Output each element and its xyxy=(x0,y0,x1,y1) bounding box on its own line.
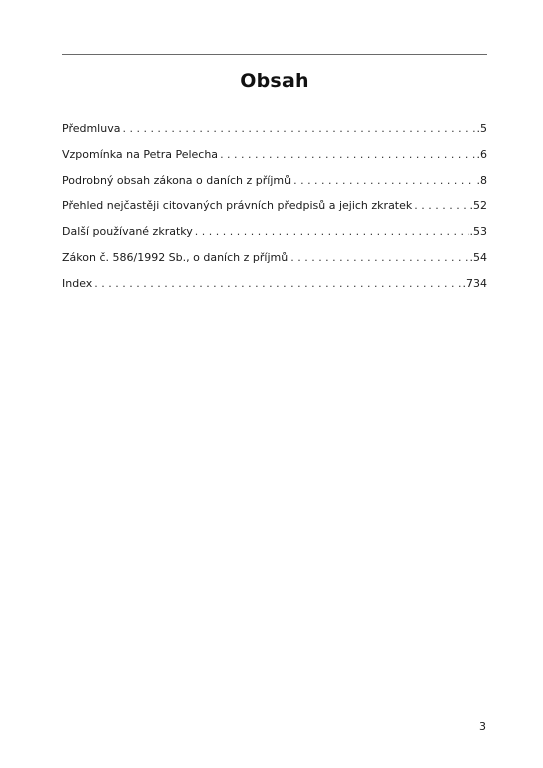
toc-entry-dalsi-zkratky[interactable] xyxy=(62,225,487,251)
toc-dot-leader xyxy=(414,199,468,212)
toc-entry-page: .54 xyxy=(469,250,487,264)
toc-dot-leader xyxy=(122,122,475,135)
toc-entry-label: Další používané zkratky xyxy=(62,225,193,239)
toc-entry-page: .6 xyxy=(476,147,487,161)
toc-entry-page: .8 xyxy=(476,173,487,187)
toc-dot-leader xyxy=(293,174,475,187)
toc-dot-leader xyxy=(220,148,475,161)
toc-entry-label: Přehled nejčastěji citovaných právních předpisů a jejich zkratek xyxy=(62,199,413,213)
toc-entry-label: Index xyxy=(62,276,93,290)
toc-entry-zakon[interactable] xyxy=(62,251,487,277)
toc-entry-label: Vzpomínka na Petra Pelecha xyxy=(62,147,219,161)
toc-entry-page: .734 xyxy=(462,276,487,290)
top-rule xyxy=(62,54,487,55)
toc-entry-podrobny-obsah[interactable] xyxy=(62,174,487,200)
toc-entry-page: .52 xyxy=(469,199,487,213)
toc-entry-label: Zákon č. 586/1992 Sb., o daních z příjmů xyxy=(62,250,289,264)
toc-dot-leader xyxy=(290,251,468,264)
toc-entry-page: .53 xyxy=(469,225,487,239)
toc-entry-prehled-predpisu[interactable] xyxy=(62,199,487,225)
toc-entry-label: Předmluva xyxy=(62,122,121,135)
page-number: 3 xyxy=(479,720,486,733)
toc-entry-predmluva[interactable] xyxy=(62,122,487,148)
toc-dot-leader xyxy=(195,225,469,238)
toc-dot-leader xyxy=(94,277,461,290)
toc-entry-page: .5 xyxy=(476,122,487,135)
page-title: Obsah xyxy=(240,70,309,92)
table-of-contents xyxy=(62,122,487,303)
toc-entry-index[interactable] xyxy=(62,277,487,303)
toc-entry-label: Podrobný obsah zákona o daních z příjmů xyxy=(62,173,292,187)
toc-entry-vzpominka[interactable] xyxy=(62,148,487,174)
